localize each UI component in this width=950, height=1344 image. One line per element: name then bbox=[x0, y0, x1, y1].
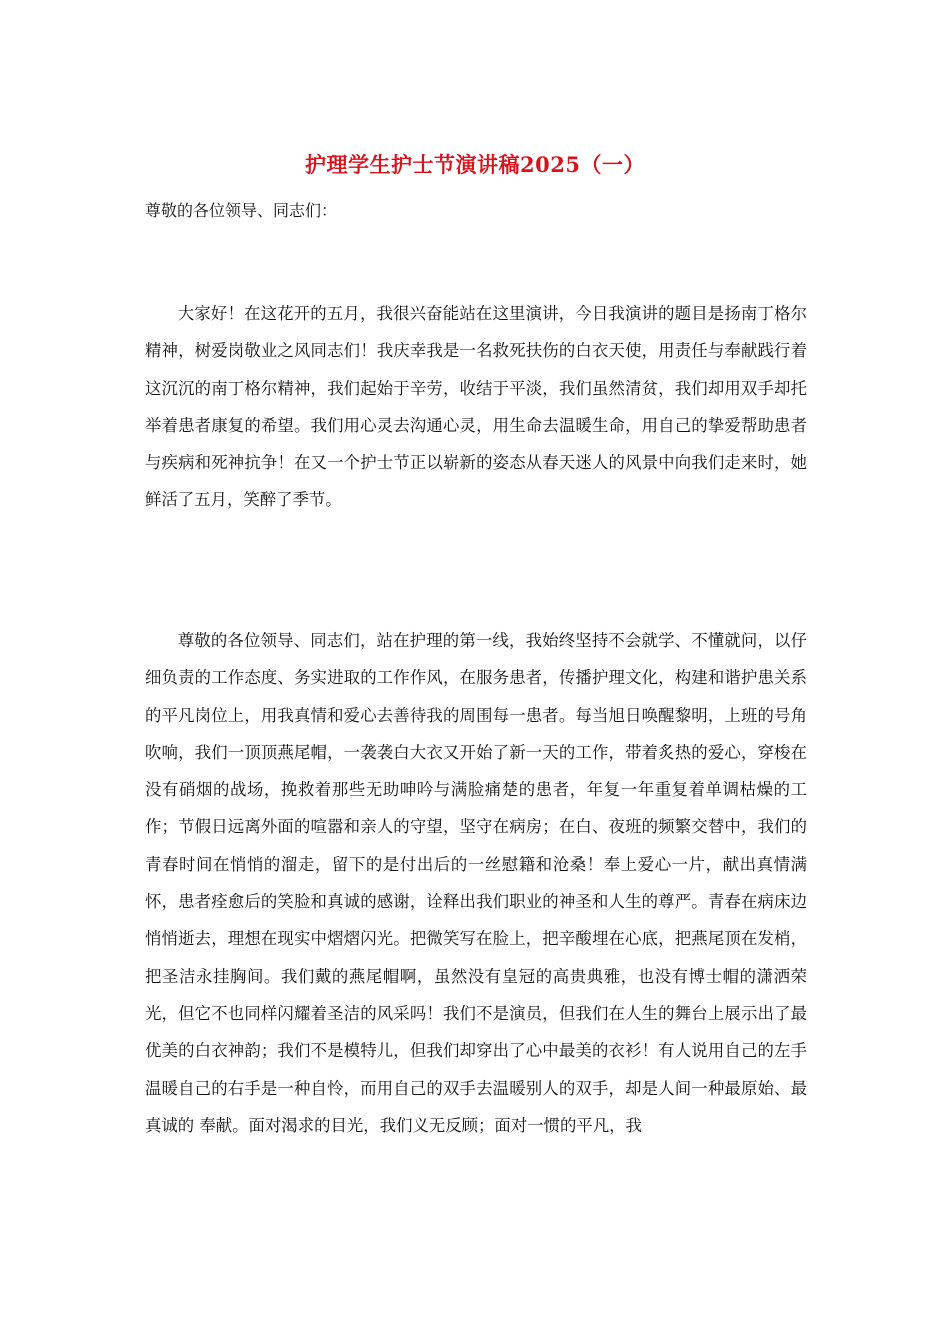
paragraph-1: 大家好！在这花开的五月，我很兴奋能站在这里演讲，今日我演讲的题目是扬南丁格尔精神，树爱岗敬业之风同志们！我庆幸我是一名救死扶伤的白衣天使，用责任与奉献践行着这沉沉的南丁格尔精神，我们起始于辛劳，收结于平淡，我们虽然清贫，我们却用双手却托举着患者康复的希望。我们用心灵去沟通心灵，用生命去温暖生命，用自己的挚爱帮助患者与疾病和死神抗争！在又一个护士节正以崭新的姿态从春天迷人的风景中向我们走来时，她鲜活了五月，笑醉了季节。 bbox=[145, 304, 807, 510]
salutation: 尊敬的各位领导、同志们： bbox=[145, 201, 338, 220]
document-title: 护理学生护士节演讲稿2025（一） bbox=[305, 152, 645, 177]
paragraph-2: 尊敬的各位领导、同志们，站在护理的第一线，我始终坚持不会就学、不懂就问，以仔细负责的工作态度、务实进取的工作作风，在服务患者，传播护理文化，构建和谐护患关系的平凡岗位上，用我真情和爱心去善待我的周围每一患者。每当旭日唤醒黎明，上班的号角吹响，我们一顶顶燕尾帽，一袭袭白大衣又开始了新一天的工作，带着炙热的爱心，穿梭在没有硝烟的战场，挽救着那些无助呻吟与满脸痛楚的患者，年复一年重复着单调枯燥的工作；节假日远离外面的喧嚣和亲人的守望，坚守在病房；在白、夜班的频繁交替中，我们的青春时间在悄悄的溜走，留下的是付出后的一丝慰籍和沧桑！奉上爱心一片，献出真情满怀，患者痊愈后的笑脸和真诚的感谢，诠释出我们职业的神圣和人生的尊严。青春在病床边悄悄逝去，理想在现实中熠熠闪光。把微笑写在脸上，把辛酸埋在心底，把燕尾顶在发梢，把圣洁永挂胸间。我们戴的燕尾帽啊，虽然没有皇冠的高贵典雅，也没有博士帽的潇洒荣光，但它不也同样闪耀着圣洁的风采吗！我们不是演员，但我们在人生的舞台上展示出了最优美的白衣神韵；我们不是模特儿，但我们却穿出了心中最美的衣衫！有人说用自己的左手温暖自己的右手是一种自怜，而用自己的双手去温暖别人的双手，却是人间一种最原始、最真诚的 奉献。面对渴求的目光，我们义无反顾；面对一惯的平凡，我 bbox=[145, 631, 807, 1135]
